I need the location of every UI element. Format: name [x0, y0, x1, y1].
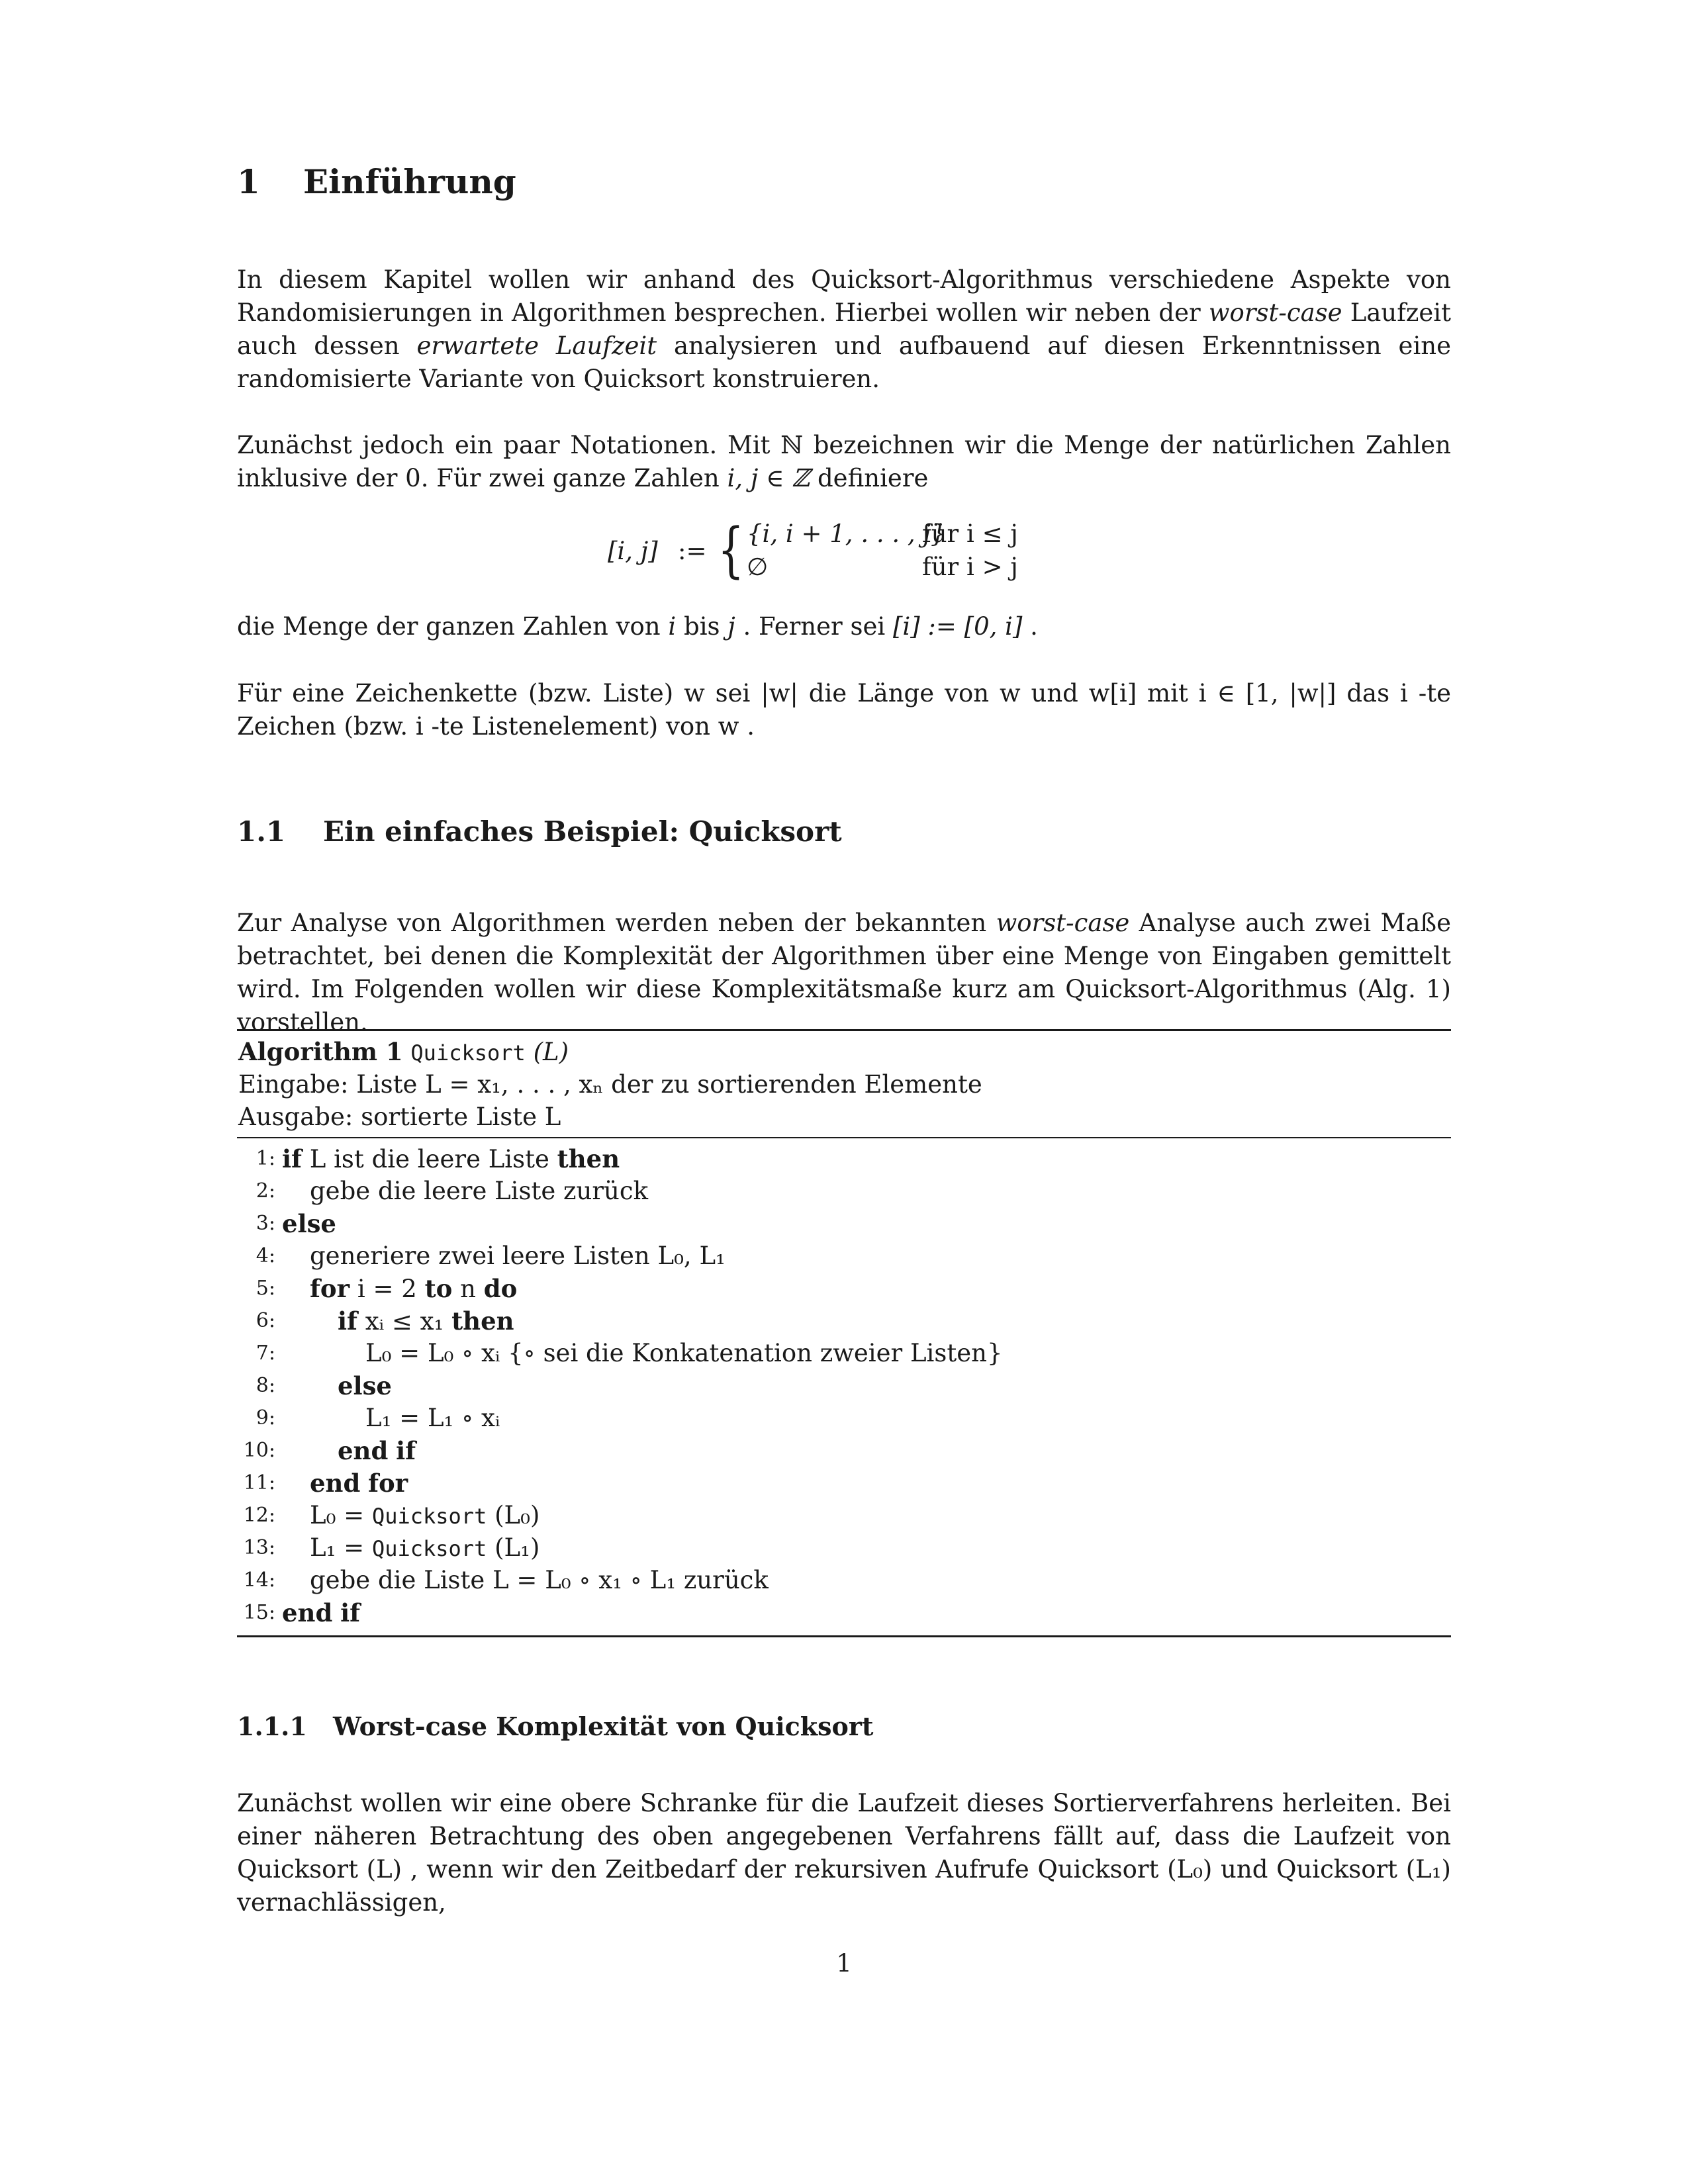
- line-code: L₁ = L₁ ∘ xᵢ: [365, 1404, 500, 1432]
- line-number: 15:: [243, 1601, 275, 1624]
- subsubsection-number: 1.1.1: [237, 1711, 307, 1741]
- subsection-heading: [237, 815, 842, 848]
- line-code: else: [338, 1371, 392, 1400]
- line-code: end for: [310, 1469, 408, 1498]
- subsubsection-title: Worst-case Komplexität von Quicksort: [333, 1711, 874, 1741]
- line-number: 10:: [243, 1439, 275, 1462]
- equation-case-2: ∅: [747, 553, 769, 581]
- line-code: L₁ = Quicksort (L₁): [310, 1533, 540, 1562]
- section-number: 1: [237, 162, 260, 201]
- math-inline: i, j ∈ ℤ: [727, 464, 810, 492]
- text-run: definiere: [810, 464, 929, 492]
- text-run: die Menge der ganzen Zahlen von: [237, 612, 669, 641]
- subsection-title: Ein einfaches Beispiel: Quicksort: [323, 815, 842, 848]
- line-code: else: [282, 1209, 336, 1238]
- paragraph-worst-case: Zunächst wollen wir eine obere Schranke für die Laufzeit dieses Sortierverfahrens herleiten. Bei einer näheren Betrachtung des oben angegebenen Verfahrens fällt auf, dass die Laufzeit von Quicksort (L) , wenn wir den Zeitbedarf der rekursiven Aufrufe Quicksort (L₀) und Quicksort (L₁) vernachlässigen,: [237, 1789, 1451, 1917]
- algorithm-title: [238, 1037, 569, 1066]
- text-run: Laufzeit auch dessen: [237, 298, 1451, 360]
- intro-paragraph-2: [237, 429, 1451, 495]
- text-run: bis: [676, 612, 728, 641]
- line-number: 9:: [256, 1406, 275, 1430]
- emphasis-worst-case: worst-case: [996, 909, 1130, 937]
- line-number: 8:: [256, 1374, 275, 1397]
- algorithm-arg: (L): [533, 1038, 569, 1066]
- line-code: if xᵢ ≤ x₁ then: [338, 1306, 514, 1336]
- text-run: Analyse auch zwei Maße betrachtet, bei denen die Komplexität der Algorithmen über eine Menge von Eingaben gemittelt wird. Im Folgenden wollen wir diese Komplexitätsmaße kurz am Quicksort-Algorithmus (Alg. 1) vorstellen.: [237, 909, 1452, 1036]
- line-code: gebe die leere Liste zurück: [310, 1177, 649, 1205]
- text-run: Zur Analyse von Algorithmen werden neben der bekannten: [237, 909, 996, 937]
- math-inline: i: [668, 612, 677, 641]
- line-code: gebe die Liste L = L₀ ∘ x₁ ∘ L₁ zurück: [310, 1566, 769, 1594]
- text-run: Zunächst jedoch ein paar Notationen. Mit: [237, 431, 781, 459]
- line-number: 3:: [256, 1212, 275, 1235]
- equation-condition-2: für i > j: [922, 553, 1018, 581]
- left-brace-icon: {: [718, 516, 745, 585]
- algorithm-bottom-rule: [237, 1635, 1451, 1637]
- algorithm-mid-rule: [237, 1137, 1451, 1138]
- line-number: 5:: [256, 1277, 275, 1300]
- line-number: 14:: [243, 1569, 275, 1592]
- subsection-number: 1.1: [237, 815, 286, 848]
- equation-lhs: [i, j]: [608, 537, 658, 565]
- equation-condition-1: für i ≤ j: [922, 520, 1018, 548]
- line-number: 1:: [256, 1147, 275, 1170]
- text-run: bezeichnen wir die Menge der natürlichen Zahlen inklusive der 0. Für zwei ganze Zahlen: [237, 431, 1452, 492]
- line-number: 2:: [256, 1179, 275, 1203]
- line-number: 4:: [256, 1244, 275, 1267]
- algorithm-label: Algorithm 1: [238, 1037, 403, 1066]
- math-inline: j: [727, 612, 735, 641]
- line-number: 13:: [243, 1536, 275, 1559]
- line-code: end if: [282, 1598, 361, 1627]
- intro-paragraph-3: [237, 610, 1451, 643]
- intro-paragraph-4: Für eine Zeichenkette (bzw. Liste) w sei |w| die Länge von w und w[i] mit i ∈ [1, |w|] das i -te Zeichen (bzw. i -te Listenelement) von w .: [237, 679, 1451, 741]
- algorithm-output: Ausgabe: sortierte Liste L: [238, 1103, 561, 1131]
- text-run: In diesem Kapitel wollen wir anhand des Quicksort-Algorithmus verschiedene Aspekte von Randomisierungen in Algorithmen besprechen. Hierbei wollen wir neben der: [237, 265, 1451, 327]
- line-number: 12:: [243, 1504, 275, 1527]
- paragraph-analysis: [237, 907, 1451, 1039]
- line-code: for i = 2 to n do: [310, 1274, 518, 1303]
- algorithm-input: Eingabe: Liste L = x₁, . . . , xₙ der zu sortierenden Elemente: [238, 1070, 982, 1099]
- line-number: 6:: [256, 1309, 275, 1332]
- page-number: 1: [836, 1949, 852, 1978]
- math-inline: [i] := [0, i]: [892, 612, 1023, 641]
- text-run: . Ferner sei: [735, 612, 893, 641]
- line-number: 7:: [256, 1342, 275, 1365]
- subsubsection-heading: [237, 1711, 873, 1741]
- naturals-symbol: ℕ: [780, 431, 804, 459]
- line-number: 11:: [243, 1471, 275, 1494]
- section-heading: [237, 162, 516, 201]
- emphasis-expected-runtime: erwartete Laufzeit: [416, 332, 657, 360]
- line-code: L₀ = L₀ ∘ xᵢ {∘ sei die Konkatenation zweier Listen}: [365, 1339, 1003, 1367]
- line-code: if L ist die leere Liste then: [282, 1144, 620, 1173]
- section-title: Einführung: [303, 162, 516, 201]
- line-code: end if: [338, 1436, 416, 1465]
- equation-case-1: {i, i + 1, . . . , j}: [747, 520, 947, 548]
- algorithm-top-rule: [237, 1029, 1451, 1031]
- text-run: .: [1022, 612, 1038, 641]
- line-code: generiere zwei leere Listen L₀, L₁: [310, 1242, 726, 1270]
- line-code: L₀ = Quicksort (L₀): [310, 1501, 540, 1529]
- emphasis-worst-case: worst-case: [1208, 298, 1342, 327]
- text-run: analysieren und aufbauend auf diesen Erkenntnissen eine randomisierte Variante von Quicksort konstruieren.: [237, 332, 1451, 393]
- equation-assign: :=: [678, 537, 707, 565]
- display-equation: [608, 516, 1270, 586]
- algorithm-name: Quicksort: [410, 1040, 526, 1066]
- intro-paragraph-1: [237, 263, 1451, 396]
